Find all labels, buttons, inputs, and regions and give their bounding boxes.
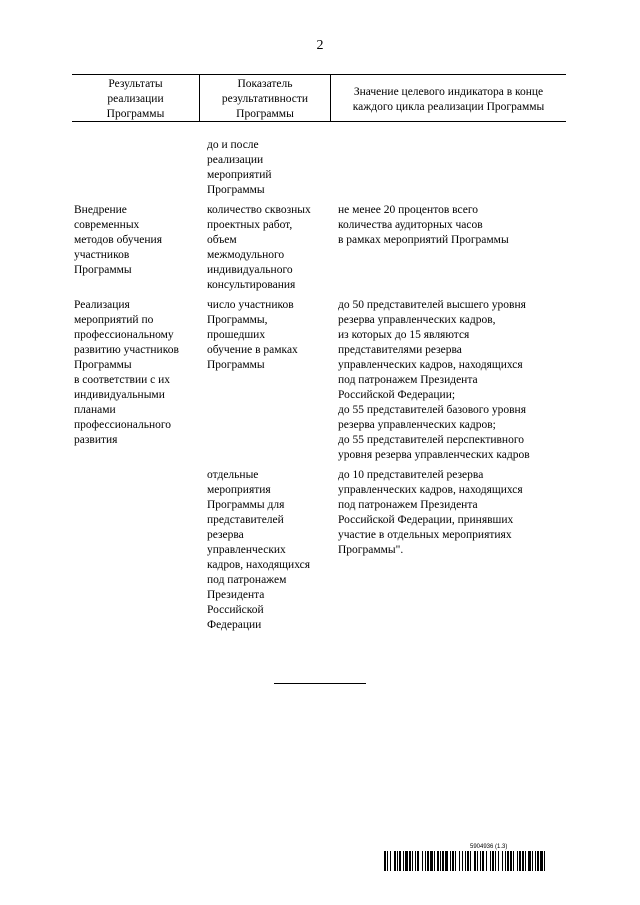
barcode-bar — [440, 851, 441, 871]
barcode-bar — [409, 851, 411, 871]
row-3-target-value: до 10 представителей резерва управленческих кадров, находящихся под патронажем Президента Российской Федерации, принявших участие в отдельных мероприятиях Программы". — [338, 469, 523, 556]
barcode-bar — [434, 851, 435, 871]
barcode-bar — [486, 851, 487, 871]
barcode-bar — [397, 851, 398, 871]
barcode-bar — [462, 851, 463, 871]
barcode-bar — [528, 851, 531, 871]
barcode-bar — [522, 851, 524, 871]
barcode-bar — [437, 851, 439, 871]
barcode-bar — [399, 851, 401, 871]
barcode-bar — [455, 851, 456, 871]
row-2-indicator: число участников Программы, прошедших обучение в рамках Программы — [207, 299, 298, 371]
barcode-bar — [390, 851, 391, 871]
closing-separator — [274, 683, 366, 684]
barcode-bar — [513, 851, 514, 871]
barcode-bar — [498, 851, 499, 871]
barcode-bar — [532, 851, 533, 871]
barcode-bar — [403, 851, 404, 871]
barcode-bar — [384, 851, 386, 871]
barcode-bar — [540, 851, 543, 871]
barcode-bar — [490, 851, 491, 871]
barcode-bar — [505, 851, 506, 871]
barcode-bar — [495, 851, 496, 871]
barcode-bar — [517, 851, 518, 871]
barcode-bar — [474, 851, 476, 871]
barcode-bar — [415, 851, 416, 871]
barcode-bar — [535, 851, 536, 871]
barcode-bar — [492, 851, 494, 871]
barcode-bar — [405, 851, 408, 871]
barcode-bar — [544, 851, 545, 871]
row-0-indicator: до и после реализации мероприятий Программы — [207, 139, 272, 196]
barcode-bar — [445, 851, 448, 871]
page-number: 2 — [316, 38, 324, 53]
barcode-bar — [537, 851, 539, 871]
barcode-bar — [470, 851, 471, 871]
row-1-target-value: не менее 20 процентов всего количества аудиторных часов в рамках мероприятий Программы — [338, 204, 509, 246]
barcode-image — [384, 851, 588, 871]
row-3-indicator: отдельные мероприятия Программы для представителей резерва управленческих кадров, находящихся под патронажем Президента Российской Федерации — [207, 469, 311, 631]
barcode-bar — [525, 851, 526, 871]
barcode-bar — [477, 851, 478, 871]
barcode-bar — [467, 851, 469, 871]
barcode-bar — [519, 851, 521, 871]
barcode-bar — [422, 851, 423, 871]
barcode-bar — [427, 851, 429, 871]
barcode-bar — [442, 851, 444, 871]
table-top-border — [72, 74, 566, 75]
barcode-bar — [507, 851, 509, 871]
barcode-bar — [450, 851, 451, 871]
row-2-target-value: до 50 представителей высшего уровня резерва управленческих кадров, из которых до 15 являются представителями резерва управленческих кадров, находящихся под патронажем Президента Российской Федерации; до 55 представителей базового уровня резерва управленческих кадров; до 55 представителей перспективного уровня резерва управленческих кадров — [338, 299, 530, 461]
header-target-value: Значение целевого индикатора в конце каждого цикла реализации Программы — [352, 86, 545, 113]
row-1-result: Внедрение современных методов обучения участников Программы — [74, 204, 162, 276]
barcode-bar — [480, 851, 481, 871]
barcode-bar — [452, 851, 454, 871]
barcode-bar — [412, 851, 413, 871]
barcode-bar — [425, 851, 426, 871]
barcode-bar — [459, 851, 460, 871]
row-1-indicator: количество сквозных проектных работ, объем межмодульного индивидуального консультирования — [207, 204, 311, 291]
header-indicator: Показатель результативности Программы — [221, 78, 309, 120]
barcode-bar — [387, 851, 388, 871]
barcode-bar — [417, 851, 419, 871]
barcode-bar — [430, 851, 433, 871]
barcode-number: 5904936 (1.3) — [470, 844, 508, 850]
row-2-result: Реализация мероприятий по профессиональному развитию участников Программы в соответствии с их индивидуальными планами профессионального развития — [74, 299, 179, 446]
barcode-bar — [510, 851, 512, 871]
barcode-bar — [502, 851, 503, 871]
barcode-bar — [465, 851, 466, 871]
header-results: Результаты реализации Программы — [106, 78, 165, 120]
barcode-bar — [394, 851, 396, 871]
barcode-bar — [482, 851, 484, 871]
